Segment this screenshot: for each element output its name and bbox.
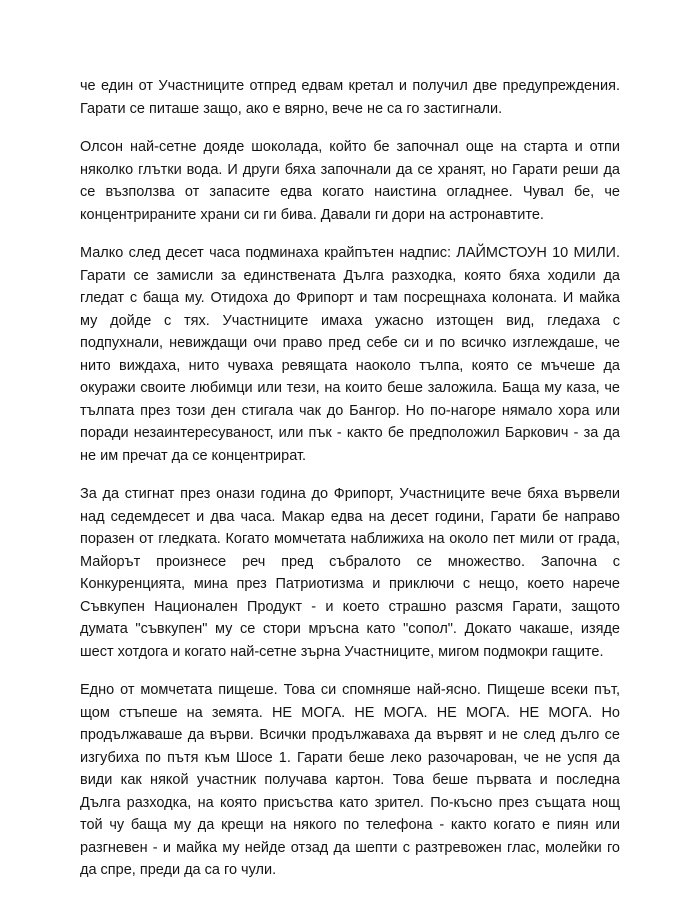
paragraph-2: Олсон най-сетне дояде шоколада, който бе започнал още на старта и отпи няколко глътки вода. И други бяха започнали да се хранят, но Гарати реши да се възползва от запасите едва когато наистина огладнее. Чувал бе, че концентрираните храни си ги бива. Давали ги дори на астронавтите.: [80, 139, 620, 223]
paragraph-1: че един от Участниците отпред едвам кретал и получил две предупреждения. Гарати се питаше защо, ако е вярно, вече не са го застигнали.: [80, 78, 620, 117]
paragraph-4: За да стигнат през онази година до Фрипорт, Участниците вече бяха вървели над седемдесет и два часа. Макар едва на десет години, Гарати бе направо поразен от гледката. Когато момчетата наближиха на около пет мили от града, Майорът произнесе реч пред събралото се множество. Започна с Конкуренцията, мина през Патриотизма и приключи с нещо, което нарече Съвкупен Национален Продукт - и което страшно разсмя Гарати, защото думата "съвкупен" му се стори мръсна като "сопол". Докато чакаше, изяде шест хотдога и когато най-сетне зърна Участниците, мигом подмокри гащите.: [80, 486, 620, 660]
paragraph-3: Малко след десет часа подминаха крайпътен надпис: ЛАЙМСТОУН 10 МИЛИ. Гарати се замисли за единствената Дълга разходка, която бяха ходили да гледат с баща му. Отидоха до Фрипорт и там посрещнаха колоната. И майка му дойде с тях. Участниците имаха ужасно изтощен вид, гледаха с подпухнали, невиждащи очи право пред себе си и по всичко изглеждаше, че нито виждаха, нито чуваха ревящата наоколо тълпа, която се мъчеше да окуражи своите любимци или тези, на които беше заложила. Баща му каза, че тълпата през този ден стигала чак до Бангор. Но по-нагоре нямало хора или поради незаинтересуваност, или пък - както бе предположил Баркович - за да не им пречат да се концентрират.: [80, 245, 620, 464]
paragraph-5: Едно от момчетата пищеше. Това си спомняше най-ясно. Пищеше всеки път, щом стъпеше на земята. НЕ МОГА. НЕ МОГА. НЕ МОГА. НЕ МОГА. Но продължаваше да върви. Всички продължаваха да вървят и не след дълго се изгубиха по пътя към Шосе 1. Гарати беше леко разочарован, че не успя да види как някой участник получава картон. Това беше първата и последна Дълга разходка, на която присъства като зрител. По-късно през същата нощ той чу баща му да крещи на някого по телефона - както когато е пиян или разгневен - и майка му нейде отзад да шепти с разтревожен глас, молейки го да спре, преди да са го чули.: [80, 682, 620, 878]
